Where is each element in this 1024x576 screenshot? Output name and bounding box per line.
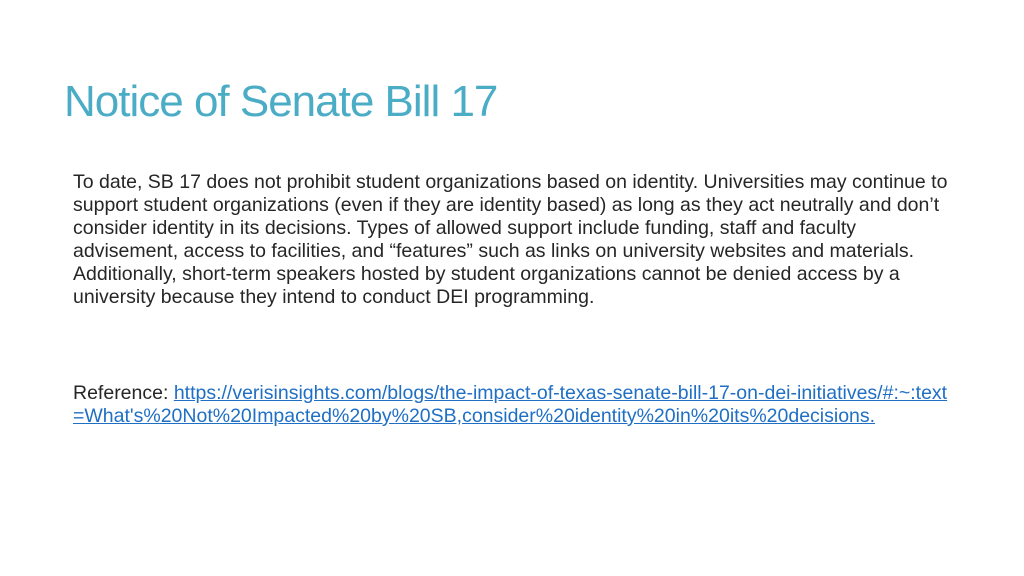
body-paragraph: To date, SB 17 does not prohibit student organizations based on identity. Universities may continue to support student organizations (even if they are identity based) as long as they act neutrally and don’t consider identity in its decisions. Types of allowed support include funding, staff and faculty advisement, access to facilities, and “features” such as links on university websites and materials. Additionally, short-term speakers hosted by student organizations cannot be denied access by a university because they intend to conduct DEI programming. — [73, 171, 948, 308]
reference-link[interactable]: https://verisinsights.com/blogs/the-impact-of-texas-senate-bill-17-on-dei-initiatives/#:~:text=What's%20Not%20Impacted%20by%20SB,consider%20identity%20in%20its%20decisions. — [73, 382, 948, 427]
slide-title: Notice of Senate Bill 17 — [64, 77, 498, 126]
reference-label: Reference: — [73, 382, 174, 404]
reference-paragraph — [73, 382, 953, 428]
